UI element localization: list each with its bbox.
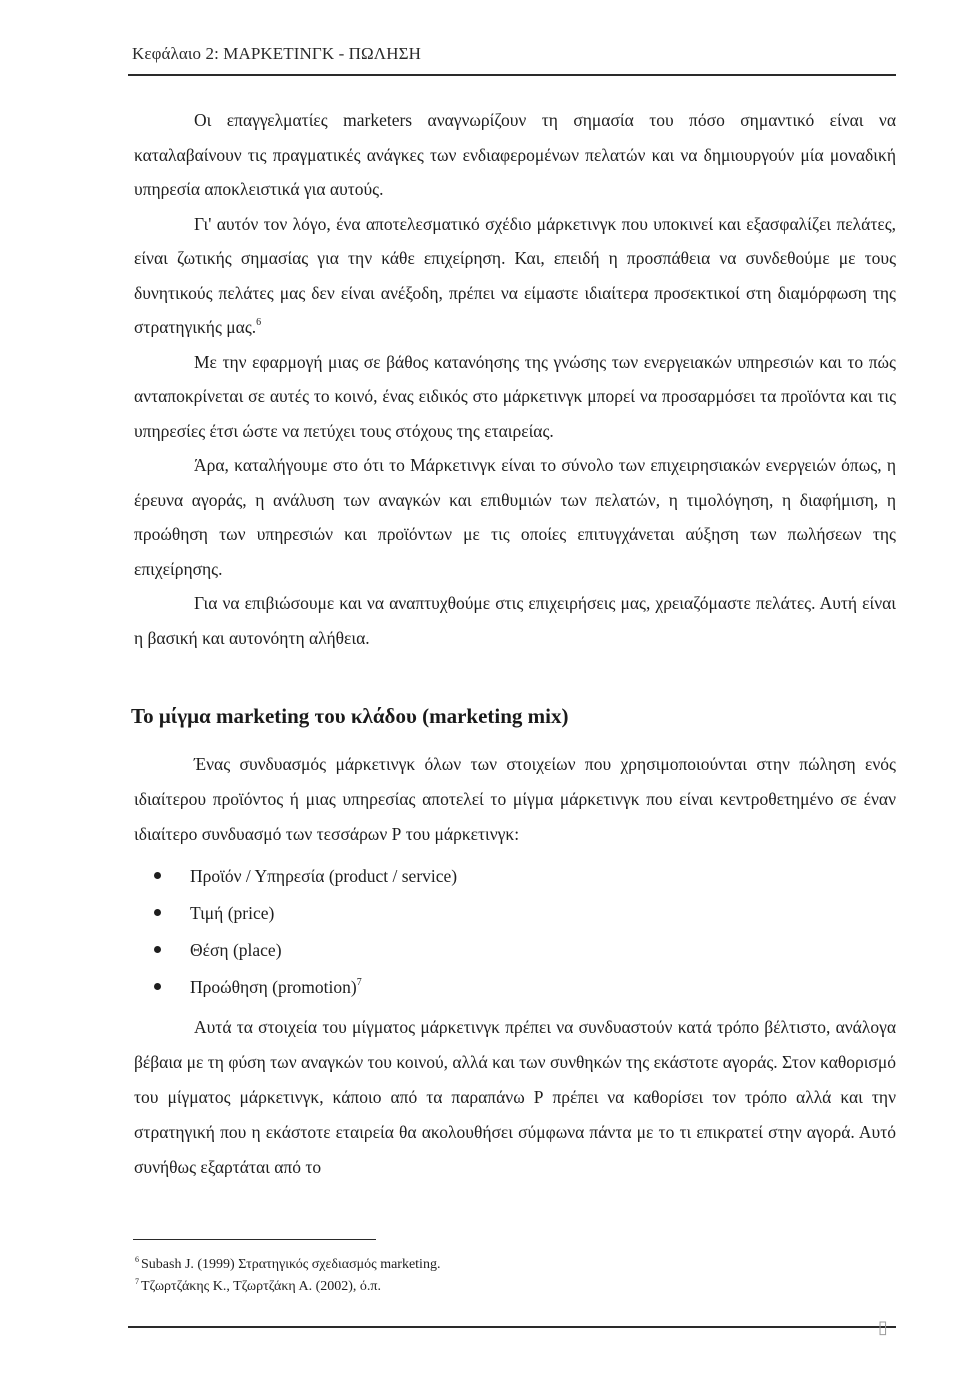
paragraph-1-text: Οι επαγγελματίες marketers αναγνωρίζουν τη σημασία του πόσο σημαντικό είναι να καταλαβαίνουν τις πραγματικές ανάγκες των ενδιαφερομένων πελατών και να δημιουργούν μία μοναδική υπηρεσία αποκλειστικά για αυτούς. bbox=[134, 110, 896, 199]
footnote-rule bbox=[133, 1239, 376, 1240]
paragraph-2-text: Γι' αυτόν τον λόγο, ένα αποτελεσματικό σχέδιο μάρκετινγκ που υποκινεί και εξασφαλίζει πελάτες, είναι ζωτικής σημασίας για την κάθε επιχείρηση. Και, επειδή η προσπάθεια να συνδεθούμε με τους δυνητικούς πελάτες μας δεν είναι ανέξοδη, πρέπει να είμαστε ιδιαίτερα προσεκτικοί στη διαμόρφωση της στρατηγικής μας. bbox=[134, 213, 896, 337]
paragraph-3 bbox=[134, 345, 896, 449]
header-rule bbox=[128, 74, 896, 76]
list-item-label: Τιμή (price) bbox=[190, 903, 275, 923]
footnote-ref-6[interactable]: 6 bbox=[256, 317, 262, 328]
footnote-text: Subash J. (1999) Στρατηγικός σχεδιασμός marketing. bbox=[141, 1257, 441, 1272]
paragraph-5-text: Για να επιβιώσουμε και να αναπτυχθούμε στις επιχειρήσεις μας, χρειαζόμαστε πελάτες. Αυτή είναι η βασική και αυτονόητη αλήθεια. bbox=[134, 593, 896, 648]
list-item-label: Προώθηση (promotion) bbox=[190, 977, 357, 997]
paragraph-4-text: Άρα, καταλήγουμε στο ότι το Μάρκετινγκ είναι το σύνολο των επιχειρησιακών ενεργειών όπως, η έρευνα αγοράς, η ανάλυση των αναγκών και επιθυμιών των πελατών, η τιμολόγηση, η διαφήμιση, η προώθηση των υπηρεσιών και προϊόντων με τις οποίες επιτυγχάνεται αύξηση των πωλήσεων της επιχείρησης. bbox=[134, 455, 896, 579]
marketing-mix-list bbox=[134, 858, 896, 1006]
list-item bbox=[134, 895, 896, 932]
footnotes bbox=[135, 1254, 440, 1298]
list-item-label: Θέση (place) bbox=[190, 940, 282, 960]
bullet-icon bbox=[154, 909, 161, 916]
bullet-icon bbox=[154, 872, 161, 879]
list-item-label: Προϊόν / Υπηρεσία (product / service) bbox=[190, 866, 458, 886]
footnote-ref-7[interactable]: 7 bbox=[356, 977, 362, 988]
list-item bbox=[134, 969, 896, 1006]
paragraph-3-text: Με την εφαρμογή μιας σε βάθος κατανόησης της γνώσης των ενεργειακών υπηρεσιών και το πώς ανταποκρίνεται σε αυτές το κοινό, ένας ειδικός στο μάρκετινγκ μπορεί να προσαρμόσει τα προϊόντα και τις υπηρεσίες έτσι ώστε να πετύχει τους στόχους της εταιρείας. bbox=[134, 351, 896, 441]
footnote-number: 7 bbox=[135, 1277, 139, 1286]
paragraph-1 bbox=[134, 103, 896, 207]
chapter-header: Κεφάλαιο 2: ΜΑΡΚΕΤΙΝΓΚ - ΠΩΛΗΣΗ bbox=[132, 44, 421, 63]
list-item bbox=[134, 858, 896, 895]
section-heading: Το μίγμα marketing του κλάδου (marketing mix) bbox=[131, 704, 569, 728]
bullet-icon bbox=[154, 946, 161, 953]
footnote-7 bbox=[135, 1276, 440, 1298]
page-number-mark-icon: ▯ bbox=[878, 1317, 888, 1337]
paragraph-5 bbox=[134, 586, 896, 655]
footnote-number: 6 bbox=[135, 1255, 139, 1264]
footer-rule bbox=[128, 1326, 896, 1328]
footnote-6 bbox=[135, 1254, 440, 1276]
body-text bbox=[134, 103, 896, 655]
section-intro: Ένας συνδυασμός μάρκετινγκ όλων των στοιχείων που χρησιμοποιούνται στην πώληση ενός ιδιαίτερου προϊόντος ή μιας υπηρεσίας αποτελεί το μίγμα μάρκετινγκ που είναι κεντροθετημένο σε έναν ιδιαίτερο συνδυασμό των τεσσάρων Ρ του μάρκετινγκ: bbox=[134, 754, 896, 844]
list-item bbox=[134, 932, 896, 969]
paragraph-4 bbox=[134, 448, 896, 586]
section-body bbox=[134, 747, 896, 1185]
section-closing: Αυτά τα στοιχεία του μίγματος μάρκετινγκ πρέπει να συνδυαστούν κατά τρόπο βέλτιστο, ανάλογα βέβαια με τη φύση των αναγκών του κοινού, αλλά και των συνθηκών της εκάστοτε αγοράς. Στον καθορισμό του μίγματος μάρκετινγκ, κάποιο από τα παραπάνω Ρ πρέπει να καθορίσει τον τρόπο αλλά και την στρατηγική που η εκάστοτε εταιρεία θα ακολουθήσει σύμφωνα πάντα με το τι επικρατεί στην αγορά. Αυτό συνήθως εξαρτάται από το bbox=[134, 1017, 896, 1177]
bullet-icon bbox=[154, 983, 161, 990]
paragraph-2 bbox=[134, 207, 896, 345]
footnote-text: Τζωρτζάκης Κ., Τζωρτζάκη Α. (2002), ό.π. bbox=[141, 1279, 381, 1294]
